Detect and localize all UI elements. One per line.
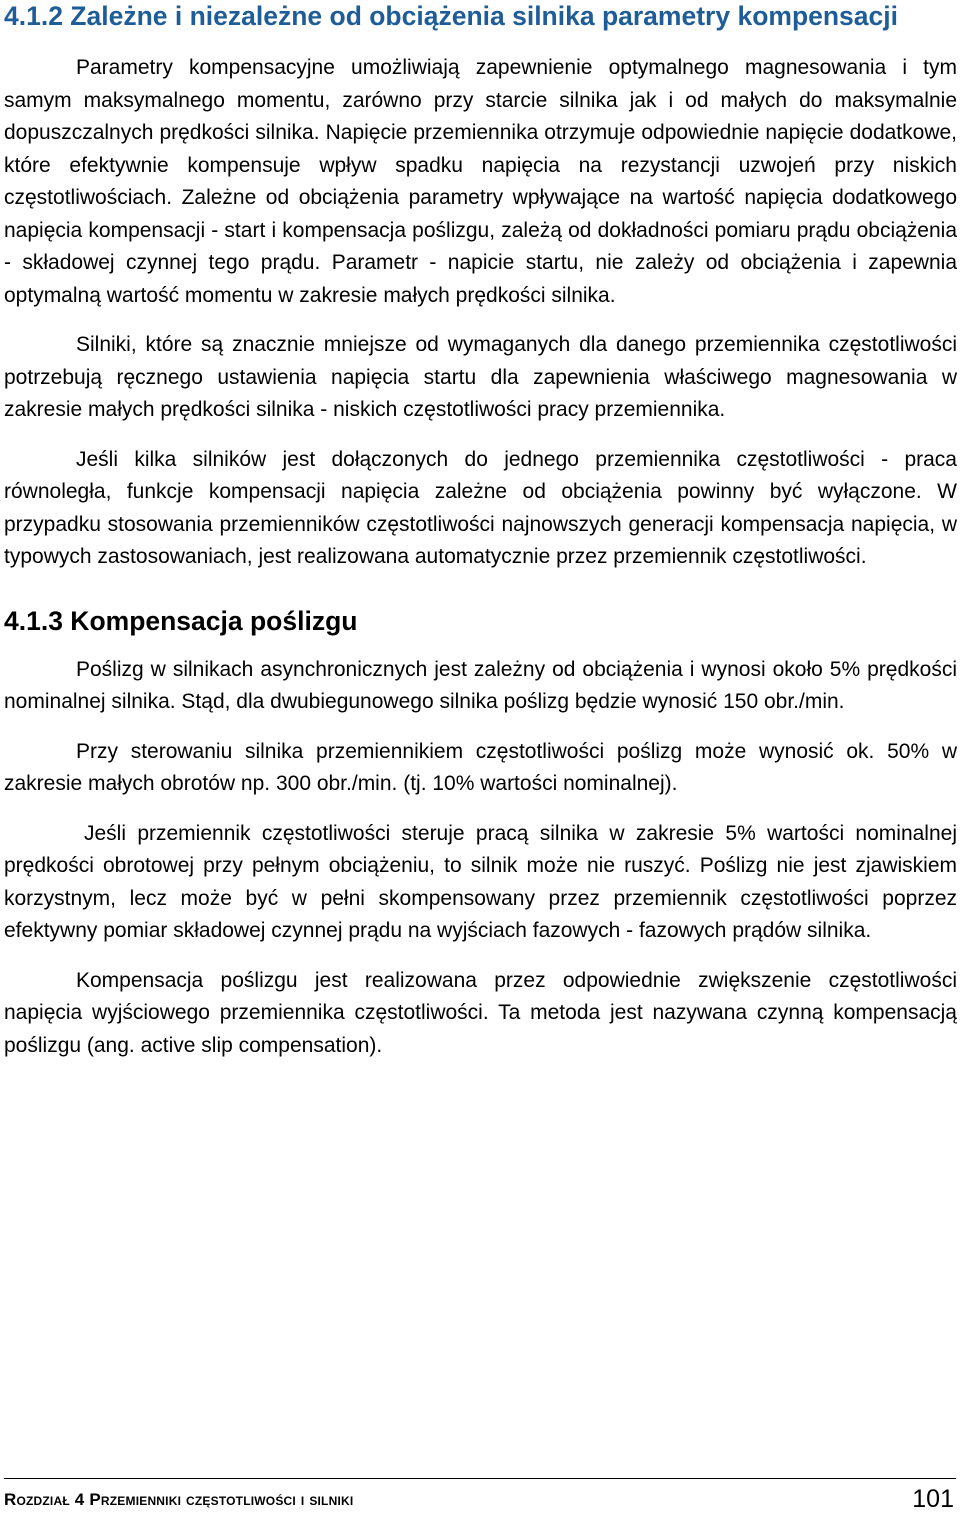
document-page: [4, 0, 957, 1062]
paragraph: Kompensacja poślizgu jest realizowana przez odpowiednie zwiększenie częstotliwości napięcia wyjściowego przemiennika częstotliwości. Ta metoda jest nazywana czynną kompensacją poślizgu (ang. active slip compensation).: [4, 968, 957, 1057]
page-number: 101: [912, 1485, 954, 1513]
footer-chapter-title: Rozdział 4 Przemienniki częstotliwości i silniki: [4, 1490, 354, 1509]
paragraph: Silniki, które są znacznie mniejsze od wymaganych dla danego przemiennika częstotliwości potrzebują ręcznego ustawienia napięcia startu dla zapewnienia właściwego magnesowania w zakresie małych prędkości silnika - niskich częstotliwości pracy przemiennika.: [4, 333, 957, 421]
paragraph: Poślizg w silnikach asynchronicznych jest zależny od obciążenia i wynosi około 5% prędkości nominalnej silnika. Stąd, dla dwubiegunowego silnika poślizg będzie wynosić 150 obr./min.: [4, 657, 957, 713]
page-footer: [4, 1478, 956, 1512]
section-heading-4-1-2: 4.1.2 Zależne i niezależne od obciążenia silnika parametry kompensacji: [4, 1, 898, 31]
paragraph: Przy sterowaniu silnika przemiennikiem częstotliwości poślizg może wynosić ok. 50% w zakresie małych obrotów np. 300 obr./min. (tj. 10% wartości nominalnej).: [4, 739, 957, 795]
section-heading-4-1-3: 4.1.3 Kompensacja poślizgu: [4, 605, 358, 636]
paragraph: Jeśli kilka silników jest dołączonych do jednego przemiennika częstotliwości - praca równoległa, funkcje kompensacji napięcia zależne od obciążenia powinny być wyłączone. W przypadku stosowania przemienników częstotliwości najnowszych generacji kompensacja napięcia, w typowych zastosowaniach, jest realizowana automatycznie przez przemiennik częstotliwości.: [4, 447, 957, 568]
paragraph: Parametry kompensacyjne umożliwiają zapewnienie optymalnego magnesowania i tym samym maksymalnego momentu, zarówno przy starcie silnika jak i od małych do maksymalnie dopuszczalnych prędkości silnika. Napięcie przemiennika otrzymuje odpowiednie napięcie dodatkowe, które efektywnie kompensuje wpływ spadku napięcia na rezystancji uzwojeń przy niskich częstotliwościach. Zależne od obciążenia parametry wpływające na wartość napięcia dodatkowego napięcia kompensacji - start i kompensacja poślizgu, zależą od dokładności pomiaru prądu obciążenia - składowej czynnej tego prądu. Parametr - napicie startu, nie zależy od obciążenia i zapewnia optymalną wartość momentu w zakresie małych prędkości silnika.: [4, 56, 957, 307]
paragraph: Jeśli przemiennik częstotliwości steruje pracą silnika w zakresie 5% wartości nominalnej prędkości obrotowej przy pełnym obciążeniu, to silnik może nie ruszyć. Poślizg nie jest zjawiskiem korzystnym, lecz może być w pełni skompensowany przez przemiennik częstotliwości poprzez efektywny pomiar składowej czynnej prądu na wyjściach fazowych - fazowych prądów silnika.: [4, 821, 957, 942]
